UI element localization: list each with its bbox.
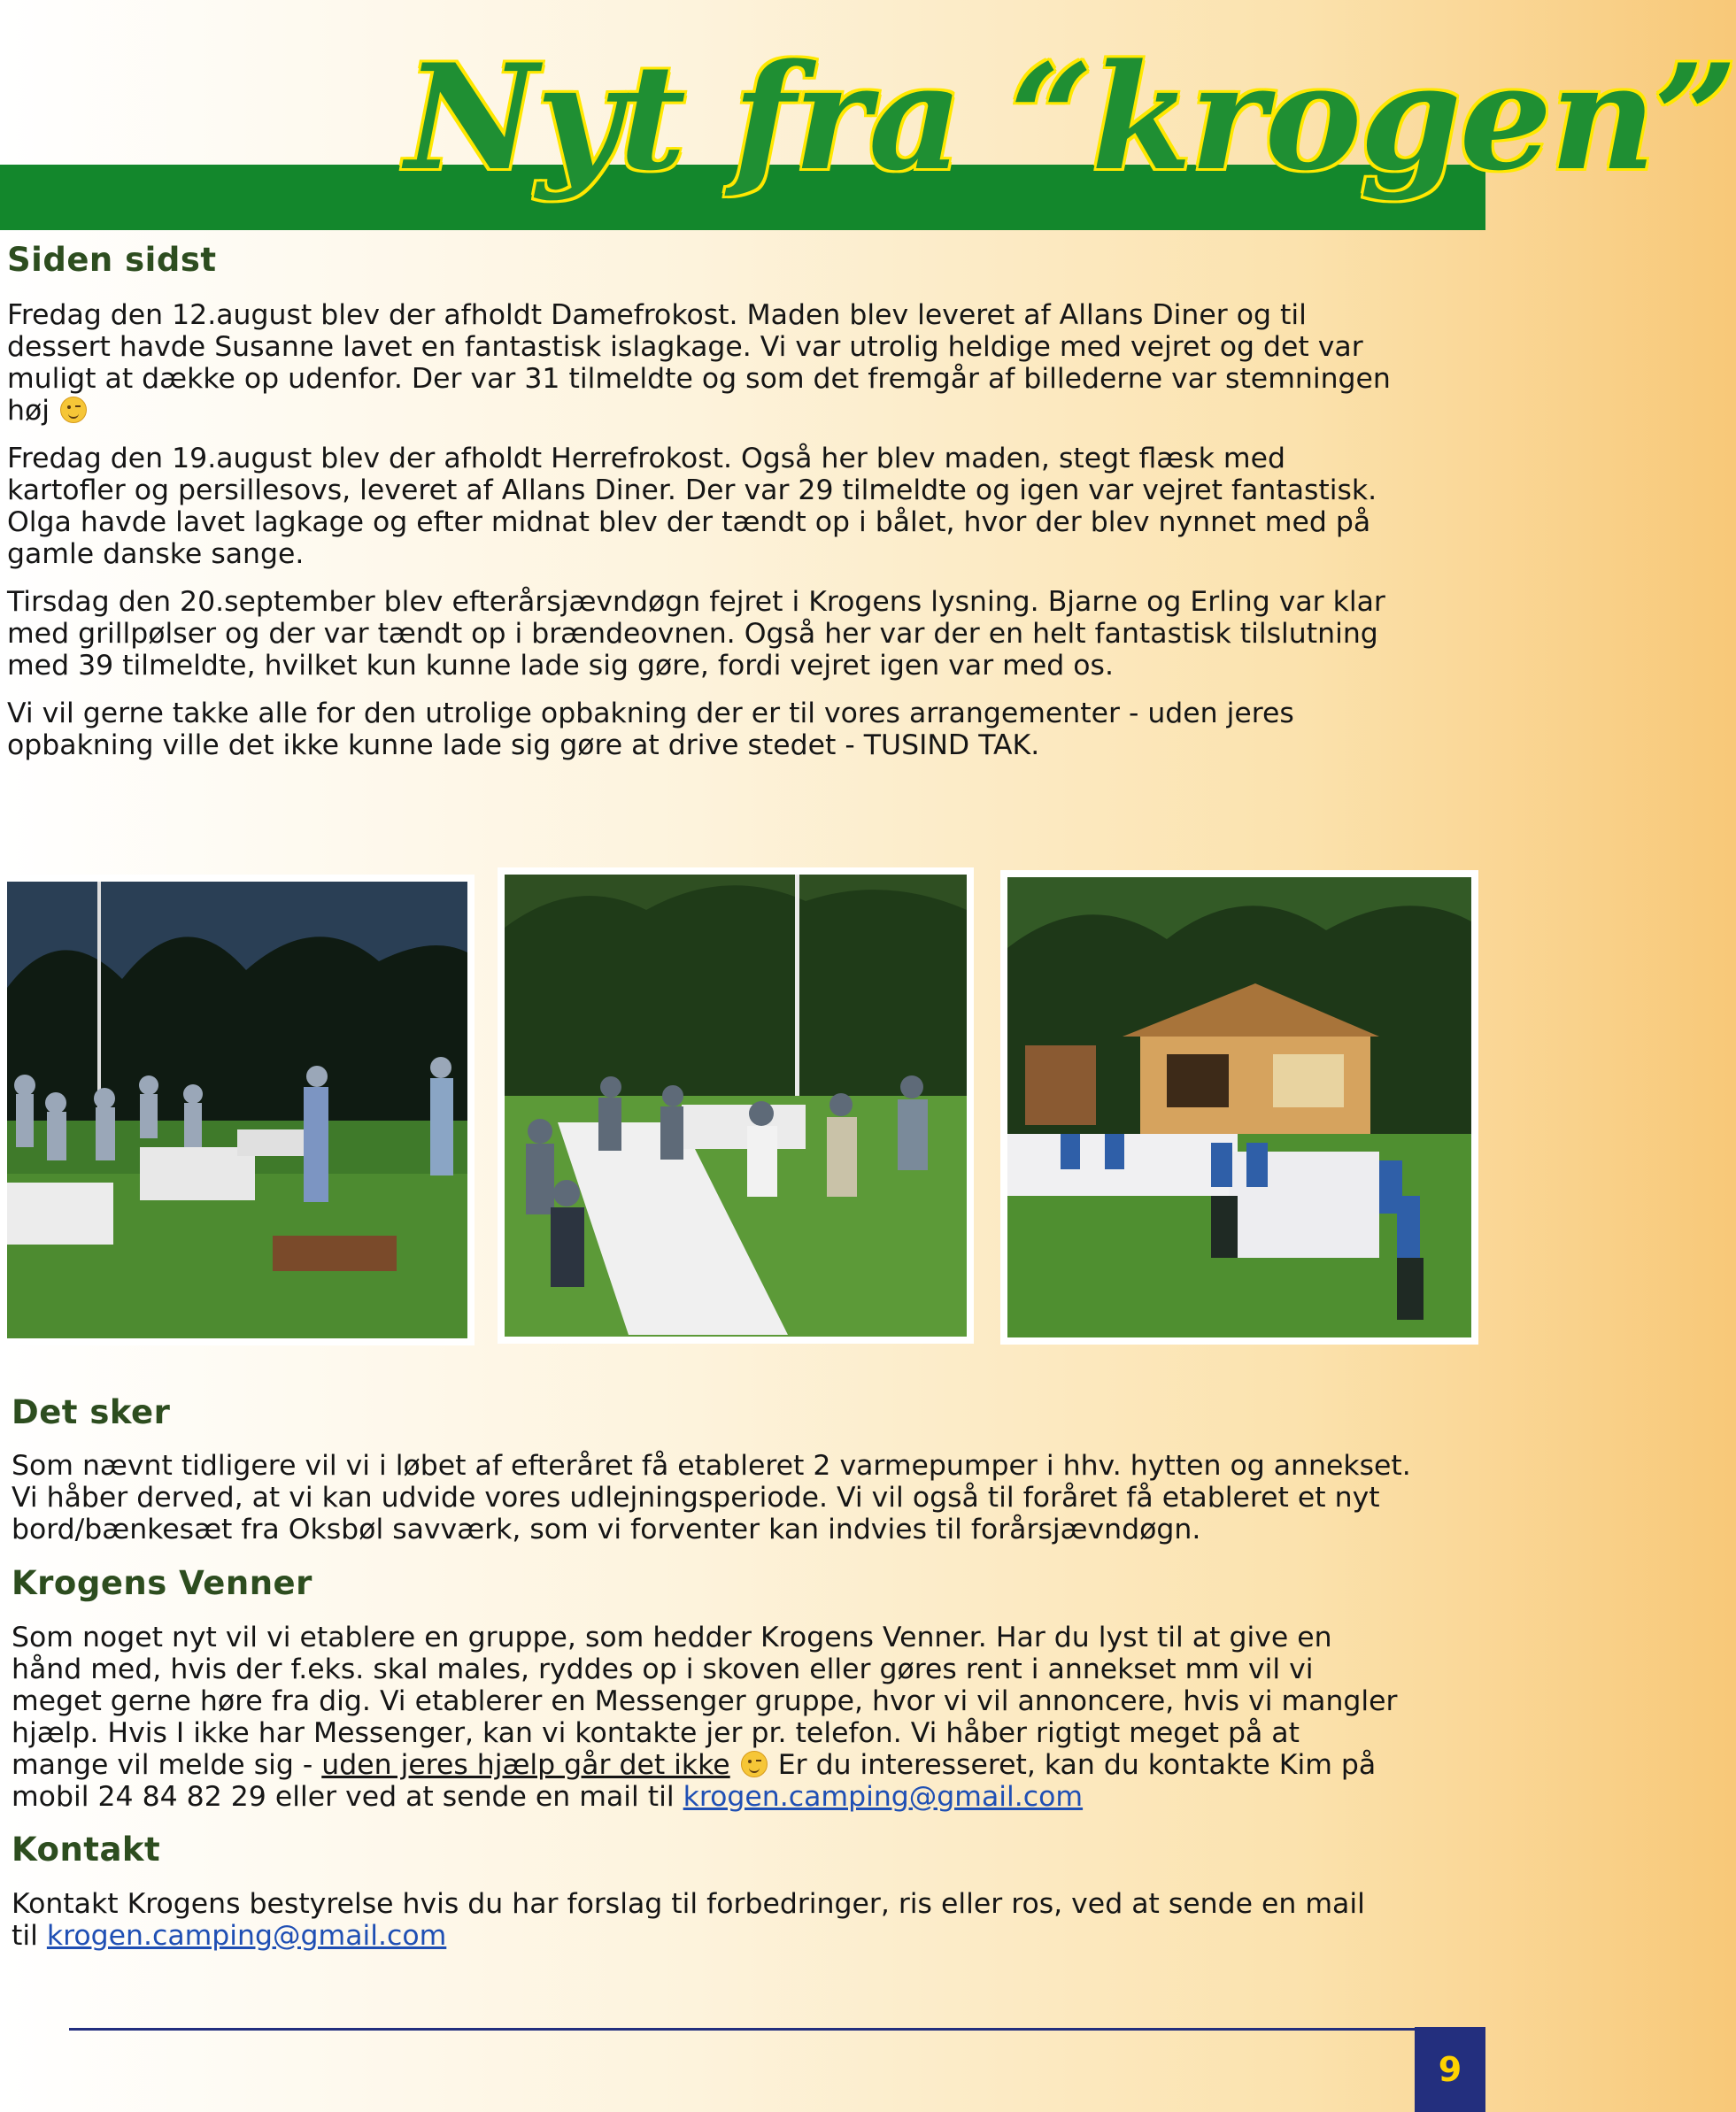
paragraph-tak: Vi vil gerne takke alle for den utrolige opbakning der er til vores arrangementer - uden jeres opbakning ville det ikke kunne lade sig gøre at drive stedet - TUSIND TAK. [7,698,1294,761]
paragraph-efteraarsjaevndoegn: Tirsdag den 20.september blev efterårsjævndøgn fejret i Krogens lysning. Bjarne og Erling var klar med grillpølser og der var tændt op i brændeovnen. Også her var der en helt fantastisk tilslutning med 39 tilmeldte, hvilket kun kunne lade sig gøre, fordi vejret igen var med os. [7,586,1385,682]
photo-damefrokost-evening [0,875,475,1345]
kontakt-text [12,1888,1472,1968]
heading-krogens-venner: Krogens Venner [12,1564,312,1602]
photo-herrefrokost [498,867,974,1344]
wink-emoji-icon-2 [741,1751,768,1777]
paragraph-det-sker: Som nævnt tidligere vil vi i løbet af efteråret få etableret 2 varmepumper i hhv. hytten og annekset. Vi håber derved, at vi kan udvide vores udlejningsperiode. Vi vil også til foråret få etableret et nyt bord/bænkesæt fra Oksbøl savværk, som vi forventer kan indvies til forårsjævndøgn. [12,1450,1411,1545]
krogens-venner-text [12,1622,1472,1829]
footer-rule [69,2028,1415,2031]
email-link-kontakt[interactable]: krogen.camping@gmail.com [46,1920,447,1952]
underlined-help-text: uden jeres hjælp går det ikke [321,1749,730,1781]
paragraph-damefrokost: Fredag den 12.august blev der afholdt Damefrokost. Maden blev leveret af Allans Diner og til dessert havde Susanne lavet en fantastisk islagkage. Vi var utrolig heldige med vejret og det var muligt at dække op udenfor. Der var 31 tilmeldte og som det fremgår af billederne var stemningen høj [7,299,1391,427]
siden-sidst-text [7,299,1468,777]
masthead-title: Nyt fra “krogen” [405,32,1736,203]
heading-kontakt: Kontakt [12,1831,161,1869]
heading-siden-sidst: Siden sidst [7,241,217,279]
paragraph-herrefrokost: Fredag den 19.august blev der afholdt Herrefrokost. Også her blev maden, stegt flæsk med kartofler og persillesovs, leveret af Allans Diner. Der var 29 tilmeldte og igen var vejret fantastisk. Olga havde lavet lagkage og efter midnat blev der tændt op i bålet, hvor der blev nynnet med på gamle danske sange. [7,443,1377,570]
wink-emoji-icon [60,397,87,423]
det-sker-text [12,1450,1472,1561]
page-number: 9 [1415,2027,1485,2112]
paragraph-kontakt: Kontakt Krogens bestyrelse hvis du har forslag til forbedringer, ris eller ros, ved at sende en mail til krogen.camping@gmail.com [12,1888,1365,1952]
paragraph-krogens-venner: Som noget nyt vil vi etablere en gruppe, som hedder Krogens Venner. Har du lyst til at give en hånd med, hvis der f.eks. skal males, ryddes op i skoven eller gøres rent i annekset mm vil vi meget gerne høre fra dig. Vi etablerer en Messenger gruppe, hvor vi vil annoncere, hvis vi mangler hjælp. Hvis I ikke har Messenger, kan vi kontakte jer pr. telefon. Vi håber rigtigt meget på at mange vil melde sig - uden jeres hjælp går det ikke Er du interesseret, kan du kontakte Kim på mobil 24 84 82 29 eller ved at sende en mail til krogen.camping@gmail.com [12,1622,1398,1813]
heading-det-sker: Det sker [12,1393,171,1431]
photo-efteraarsjaevndoegn-hut [1000,870,1478,1345]
email-link-venner[interactable]: krogen.camping@gmail.com [683,1781,1084,1813]
